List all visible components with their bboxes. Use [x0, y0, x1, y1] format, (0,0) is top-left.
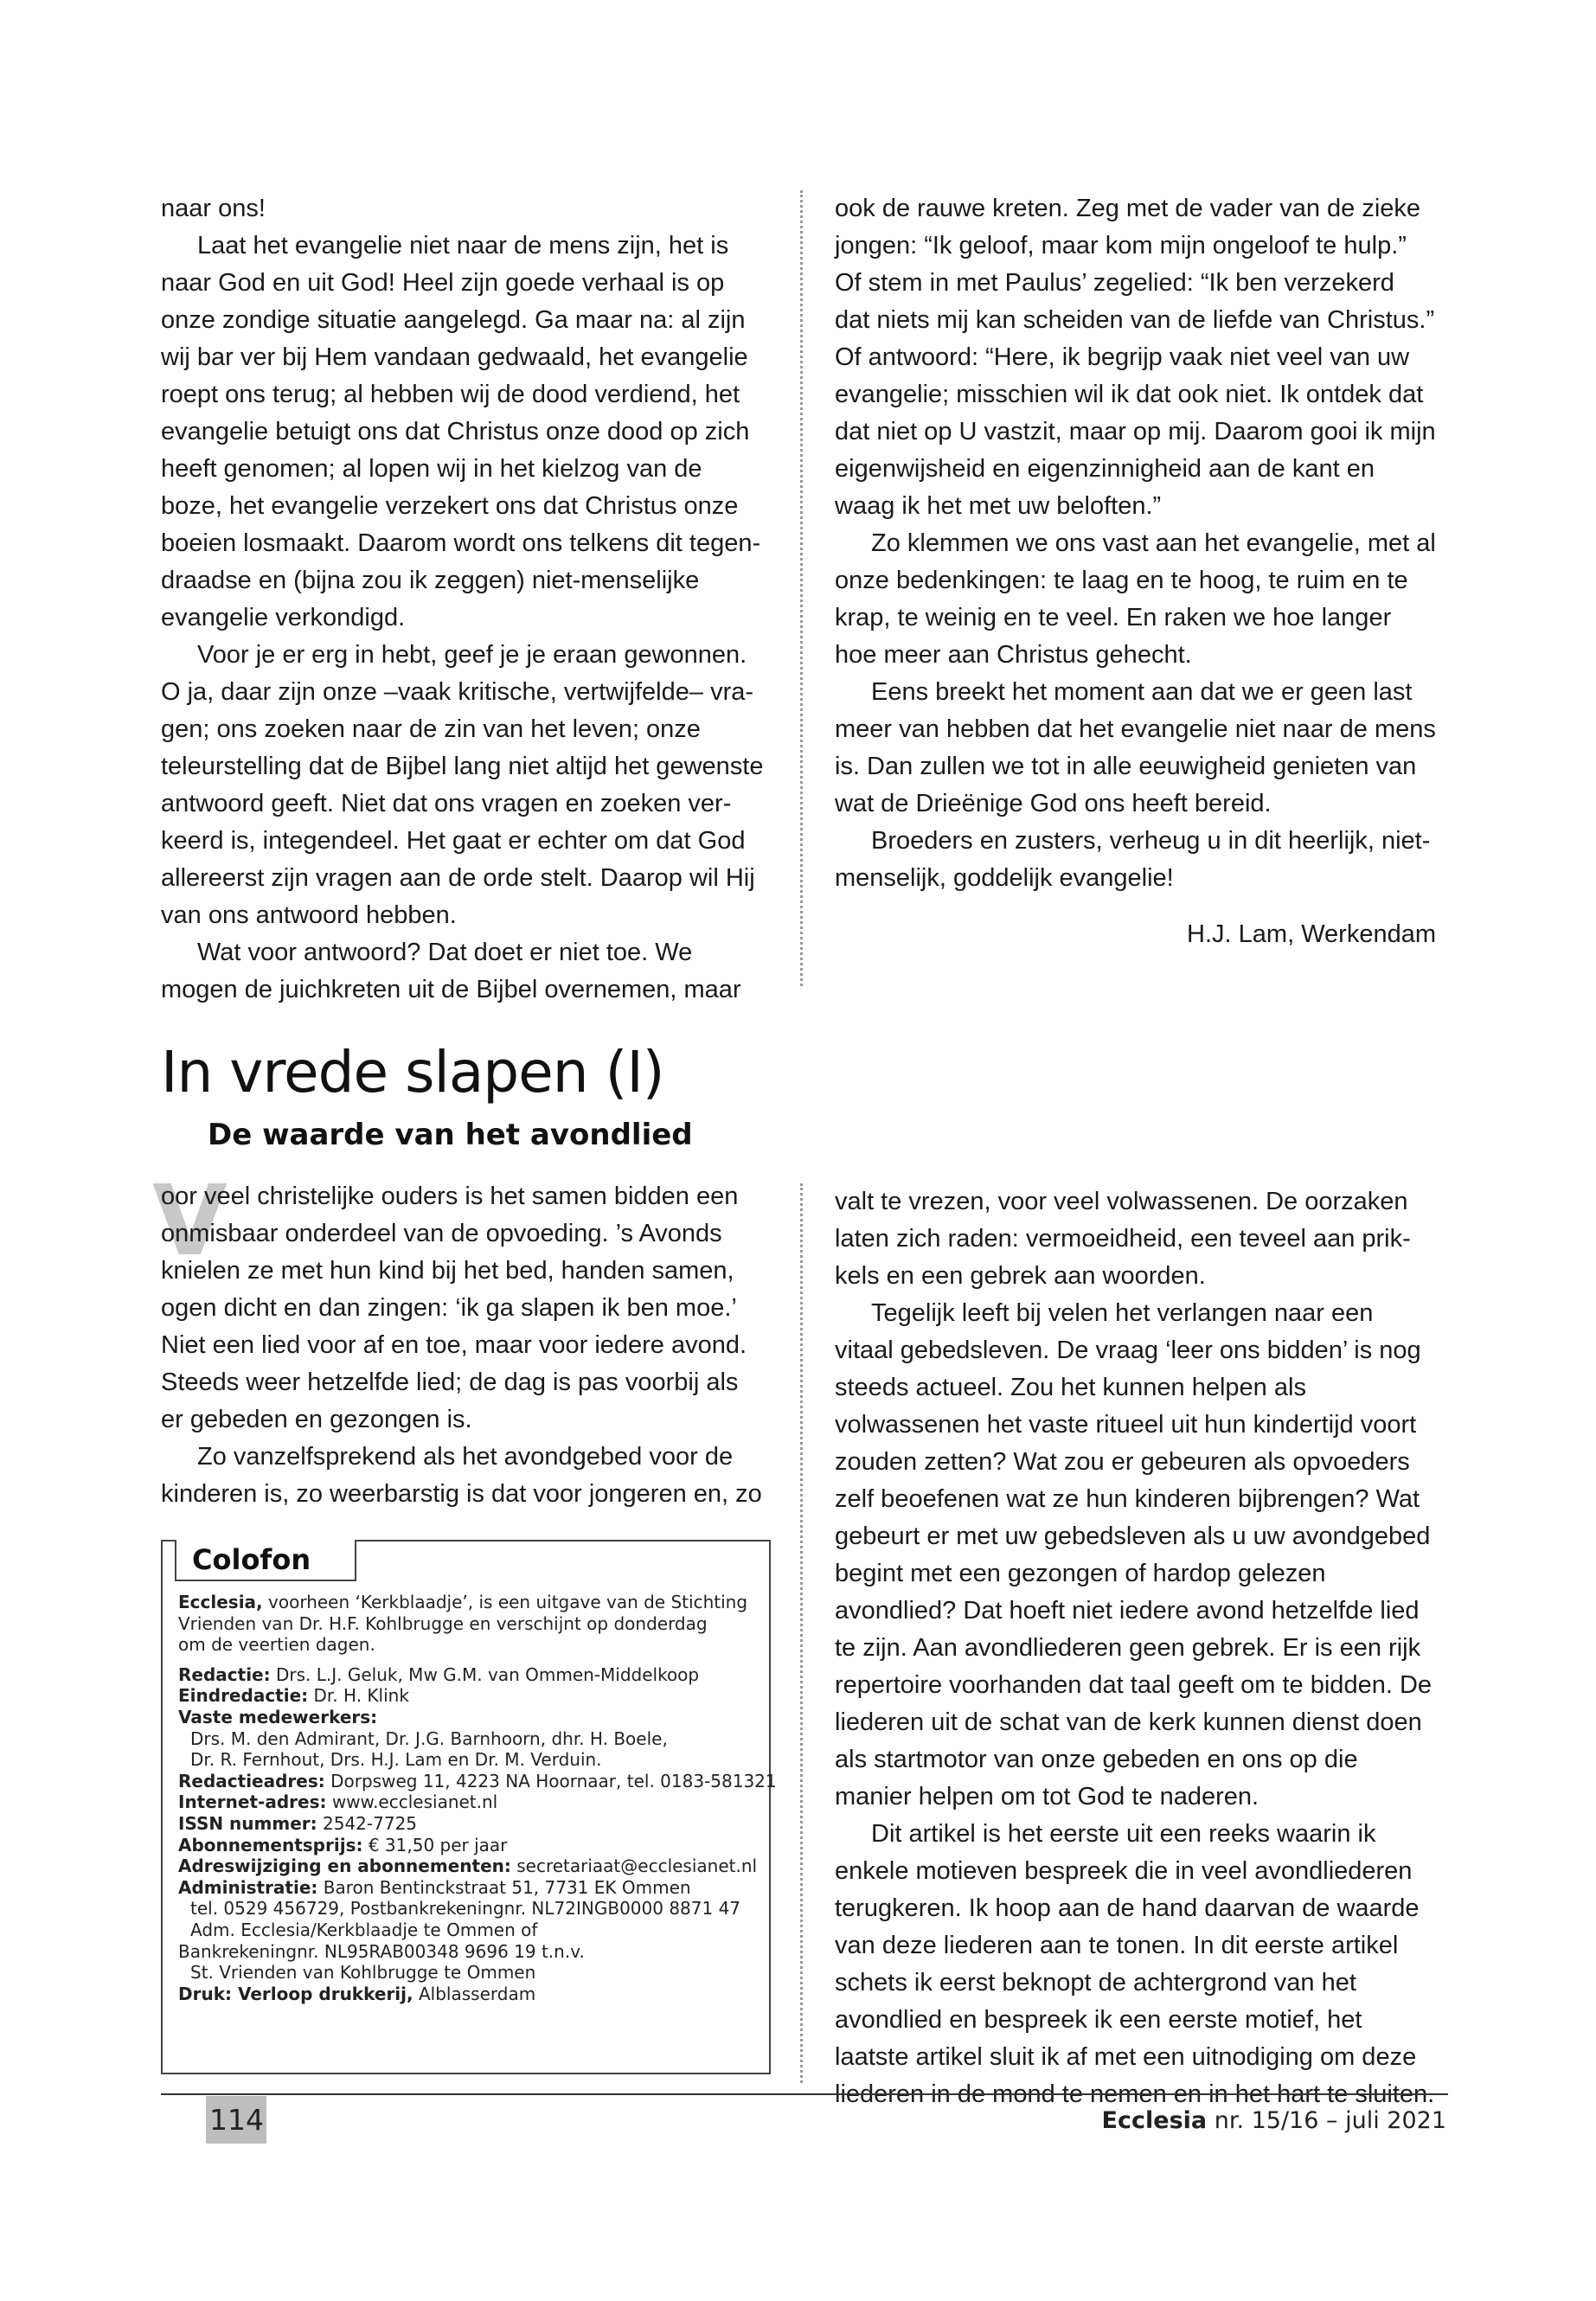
column-divider — [800, 190, 803, 986]
colofon-title: Colofon — [192, 1543, 311, 1576]
paragraph: Wat voor antwoord? Dat doet er niet toe. We mogen de juichkreten uit de Bijbel overnemen, maar — [161, 939, 741, 1003]
top-left-column — [161, 190, 766, 1009]
colofon-text: 2542-7725 — [317, 1812, 418, 1834]
colofon-text: Dr. R. Fernhout, Drs. H.J. Lam en Dr. M. Verduin. — [190, 1749, 602, 1771]
bottom-left-column — [152, 1165, 766, 1513]
author-signature: H.J. Lam, Werkendam — [1187, 920, 1436, 948]
top-right-column — [835, 190, 1436, 953]
paragraph: Dit artikel is het eerste uit een reeks waarin ik enkele motieven bespreek die in veel avondliederen terugkeren. Ik hoop aan de hand daarvan de waarde van deze liederen aan te tonen. In dit eerste artikel schets ik eerst beknopt de achtergrond van het avondlied en bespreek ik een eerste motief, het laatste artikel sluit ik af met een uitnodiging om deze liederen in de mond te nemen en in het hart te sluiten. — [835, 1820, 1435, 2108]
colofon-body — [178, 1592, 777, 2004]
page-number: 114 — [209, 2103, 264, 2137]
paragraph: Laat het evangelie niet naar de mens zijn, het is naar God en uit God! Heel zijn goede verhaal is op onze zondige situatie aangelegd. Ga maar na: al zijn wij bar ver bij Hem vandaan gedwaald, het evangelie roept ons terug; al hebben wij de dood verdiend, het evangelie betuigt ons dat Christus onze dood op zich heeft genomen; al lopen wij in het kielzog van de boze, het evangelie verzekert ons dat Christus onze boeien losmaakt. Daarom wordt ons telkens dit tegendraadse en (bijna zou ik zeggen) niet-menselijke evangelie verkondigd. — [161, 232, 761, 631]
colofon-text: voorheen ‘Kerkblaadje’, is een uitgave van de Stichting — [262, 1592, 748, 1612]
footer-issue-info — [1102, 2104, 1446, 2138]
colofon-text: Vrienden van Dr. H.F. Kohlbrugge en verschijnt op donderdag — [178, 1612, 708, 1634]
email-link[interactable]: secretariaat@ecclesianet.nl — [510, 1856, 758, 1877]
article-subtitle: De waarde van het avondlied — [208, 1118, 693, 1152]
colofon-text: Adm. Ecclesia/Kerkblaadje te Ommen of — [190, 1919, 538, 1940]
article-title: In vrede slapen (I) — [161, 1039, 664, 1106]
colofon-label: ISSN nummer: — [178, 1812, 317, 1834]
colofon-label: Administratie: — [178, 1876, 318, 1898]
paragraph: naar ons! — [161, 195, 266, 222]
footer-rule — [161, 2093, 1448, 2095]
paragraph: Zo vanzelfsprekend als het avondgebed voor de kinderen is, zo weerbarstig is dat voor jongeren en, zo — [161, 1443, 762, 1508]
magazine-name: Ecclesia — [1101, 2107, 1208, 2134]
colofon-tab — [175, 1540, 356, 1581]
colofon-text: tel. 0529 456729, Postbankrekeningnr. NL72INGB0000 8871 47 — [190, 1898, 741, 1920]
colofon-label: Vaste medewerkers: — [178, 1706, 378, 1727]
drop-cap: V — [152, 1165, 228, 1278]
opening-paragraph — [152, 1165, 766, 1439]
column-divider — [800, 1183, 803, 2083]
colofon-text: Drs. M. den Admirant, Dr. J.G. Barnhoorn, dhr. H. Boele, — [190, 1727, 668, 1749]
paragraph: Voor je er erg in hebt, geef je je eraan gewonnen. O ja, daar zijn onze –vaak kritische, vertwijfelde– vragen; ons zoeken naar de zin van het leven; onze teleurstelling dat de Bijbel lang niet altijd het gewenste antwoord geeft. Niet dat ons vragen en zoeken verkeerd is, integendeel. Het gaat er echter om dat God allereerst zijn vragen aan de orde stelt. Daarop wil Hij van ons antwoord hebben. — [161, 641, 764, 929]
website-link[interactable]: www.ecclesianet.nl — [326, 1791, 498, 1813]
colofon-text: Baron Bentinckstraat 51, 7731 EK Ommen — [317, 1876, 691, 1898]
colofon-label: Adreswijziging en abonnementen: — [178, 1856, 511, 1877]
paragraph: Zo klemmen we ons vast aan het evangelie, met al onze bedenkingen: te laag en te hoog, te ruim en te krap, te weinig en te veel. En raken we hoe langer hoe meer aan Christus gehecht. — [835, 529, 1436, 669]
paragraph: Eens breekt het moment aan dat we er geen last meer van hebben dat het evangelie niet naar de mens is. Dan zullen we tot in alle eeuwigheid genieten van wat de Drieënige God ons heeft bereid. — [835, 678, 1436, 817]
bottom-right-column — [835, 1183, 1436, 2113]
paragraph: ook de rauwe kreten. Zeg met de vader van de zieke jongen: “Ik geloof, maar kom mijn ongeloof te hulp.” Of stem in met Paulus’ zegelied: “Ik ben verzekerd dat niets mij kan scheiden van de liefde van Christus.” Of antwoord: “Here, ik begrijp vaak niet veel van uw evangelie; misschien wil ik dat ook niet. Ik ontdek dat dat niet op U vastzit, maar op mij. Daarom gooi ik mijn eigenwijsheid en eigenzinnigheid aan de kant en waag ik het met uw beloften.” — [835, 195, 1436, 520]
colofon-text: Dorpsweg 11, 4223 NA Hoornaar, tel. 0183-581321 — [324, 1770, 777, 1791]
colofon-text: € 31,50 per jaar — [362, 1834, 508, 1856]
colofon-text: St. Vrienden van Kohlbrugge te Ommen — [190, 1962, 536, 1984]
colofon-label: Ecclesia, — [178, 1592, 263, 1612]
colofon-label: Redactie: — [178, 1663, 271, 1685]
colofon-text: Dr. H. Klink — [308, 1685, 409, 1707]
paragraph: valt te vrezen, voor veel volwassenen. De oorzaken laten zich raden: vermoeidheid, een teveel aan prikkels en een gebrek aan woorden. — [835, 1188, 1411, 1290]
paragraph: Tegelijk leeft bij velen het verlangen naar een vitaal gebedsleven. De vraag ‘leer ons bidden’ is nog steeds actueel. Zou het kunnen helpen als volwassenen het vaste ritueel uit hun kindertijd voort zouden zetten? Wat zou er gebeuren als opvoeders zelf beoefenen wat ze hun kinderen bijbrengen? Wat gebeurt er met uw gebedsleven als u uw avondgebed begint met een gezongen of hardop gelezen avondlied? Dat hoeft niet iedere avond hetzelfde lied te zijn. Aan avondliederen geen gebrek. Er is een rijk repertoire voorhanden dat taal geeft om te bidden. De liederen uit de schat van de kerk kunnen dienst doen als startmotor van onze gebeden en ons op die manier helpen om tot God te naderen. — [835, 1299, 1433, 1811]
paragraph: Broeders en zusters, verheug u in dit heerlijk, niet-menselijk, goddelijk evangelie! — [835, 827, 1431, 892]
colofon-box — [161, 1540, 777, 2074]
colofon-label: Eindredactie: — [178, 1685, 309, 1707]
colofon-label: Druk: Verloop drukkerij, — [178, 1983, 413, 2004]
colofon-label: Abonnementsprijs: — [178, 1834, 363, 1856]
colofon-text: Drs. L.J. Geluk, Mw G.M. van Ommen-Middelkoop — [270, 1663, 700, 1685]
colofon-label: Redactieadres: — [178, 1770, 325, 1791]
colofon-text: Alblasserdam — [413, 1983, 536, 2004]
opening-text: oor veel christelijke ouders is het samen bidden een onmisbaar onderdeel van de opvoeding. ’s Avonds knielen ze met hun kind bij het bed, handen samen, ogen dicht en dan zingen: ‘ik ga slapen ik ben moe.’ Niet een lied voor af en toe, maar voor iedere avond. Steeds weer hetzelfde lied; de dag is pas voorbij als er gebeden en gezongen is. — [161, 1183, 747, 1433]
colofon-label: Internet-adres: — [178, 1791, 327, 1813]
issue-info: nr. 15/16 – juli 2021 — [1207, 2107, 1446, 2134]
colofon-text: Bankrekeningnr. NL95RAB00348 9696 19 t.n.v. — [178, 1940, 585, 1962]
colofon-text: om de veertien dagen. — [178, 1634, 375, 1656]
